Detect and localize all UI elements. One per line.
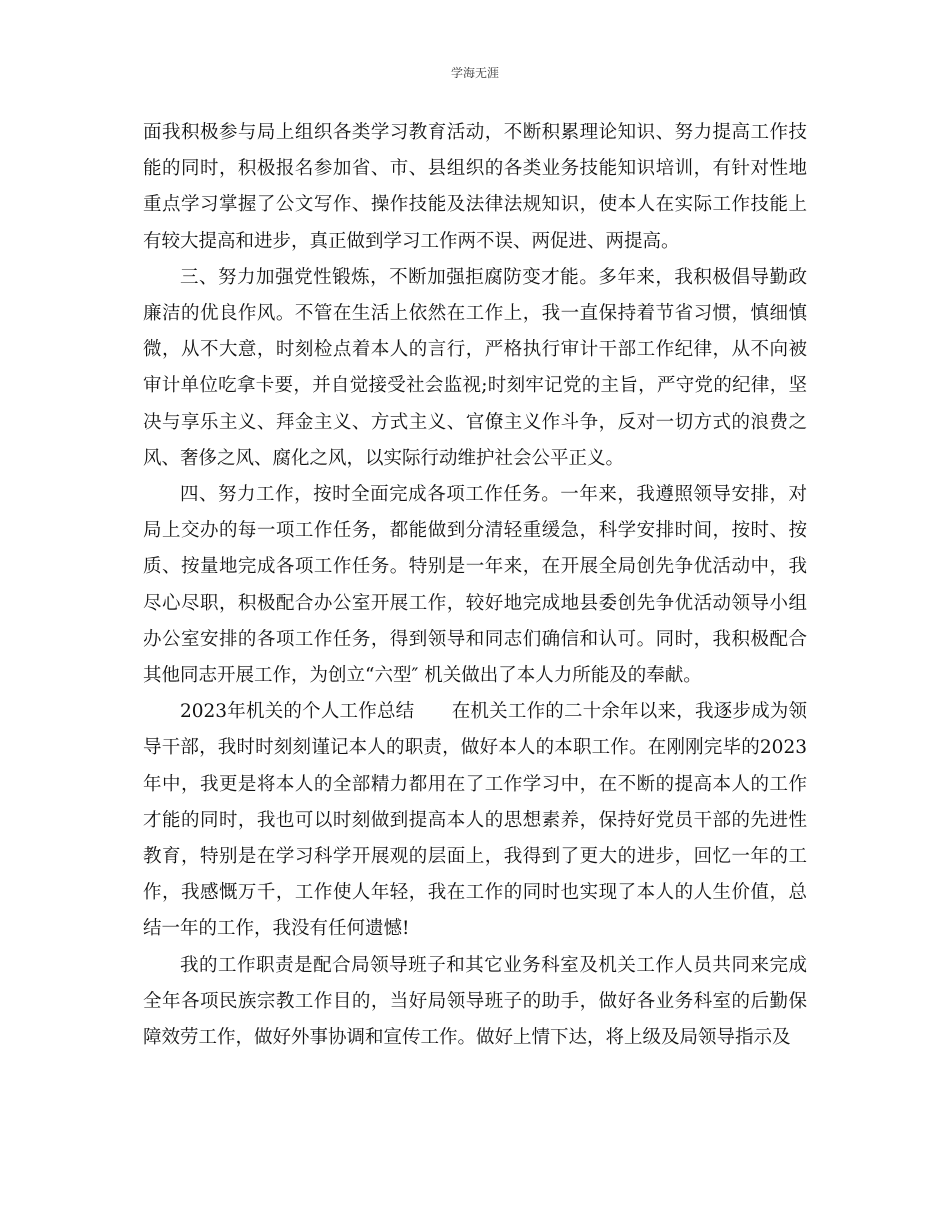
paragraph-continuation: 面我积极参与局上组织各类学习教育活动，不断积累理论知识、努力提高工作技能的同时，积极报名参加省、市、县组织的各类业务技能知识培训，有针对性地重点学习掌握了公文写作、操作技能及法律法规知识，使本人在实际工作技能上有较大提高和进步，真正做到学习工作两不误、两促进、两提高。	[143, 122, 807, 252]
paragraph-section-three: 三、努力加强党性锻炼，不断加强拒腐防变才能。多年来，我积极倡导勤政廉洁的优良作风。不管在生活上依然在工作上，我一直保持着节省习惯，慎细慎微，从不大意，时刻检点着本人的言行，严格执行审计干部工作纪律，从不向被审计单位吃拿卡要，并自觉接受社会监视;时刻牢记党的主旨，严守党的纪律，坚决与享乐主义、拜金主义、方式主义、官僚主义作斗争，反对一切方式的浪费之风、奢侈之风、腐化之风，以实际行动维护社会公平正义。	[143, 266, 807, 469]
page-header: 学海无涯	[450, 66, 499, 80]
paragraph-summary-intro: 2023年机关的个人工作总结 在机关工作的二十余年以来，我逐步成为领导干部，我时时刻刻谨记本人的职责，做好本人的本职工作。在刚刚完毕的2023年中，我更是将本人的全部精力都用在了工作学习中，在不断的提高本人的工作才能的同时，我也可以时刻做到提高本人的思想素养，保持好党员干部的先进性教育，特别是在学习科学开展观的层面上，我得到了更大的进步，回忆一年的工作，我感慨万千，工作使人年轻，我在工作的同时也实现了本人的人生价值，总结一年的工作，我没有任何遗憾!	[143, 701, 807, 940]
paragraph-section-four: 四、努力工作，按时全面完成各项工作任务。一年来，我遵照领导安排，对局上交办的每一项工作任务，都能做到分清轻重缓急，科学安排时间，按时、按质、按量地完成各项工作任务。特别是一年来，在开展全局创先争优活动中，我尽心尽职，积极配合办公室开展工作，较好地完成地县委创先争优活动领导小组办公室安排的各项工作任务，得到领导和同志们确信和认可。同时，我积极配合其他同志开展工作，为创立“六型″ 机关做出了本人力所能及的奉献。	[143, 484, 807, 687]
paragraph-job-duties: 我的工作职责是配合局领导班子和其它业务科室及机关工作人员共同来完成全年各项民族宗教工作目的，当好局领导班子的助手，做好各业务科室的后勤保障效劳工作，做好外事协调和宣传工作。做好上情下达，将上级及局领导指示及	[143, 954, 807, 1049]
document-body	[143, 115, 807, 1056]
